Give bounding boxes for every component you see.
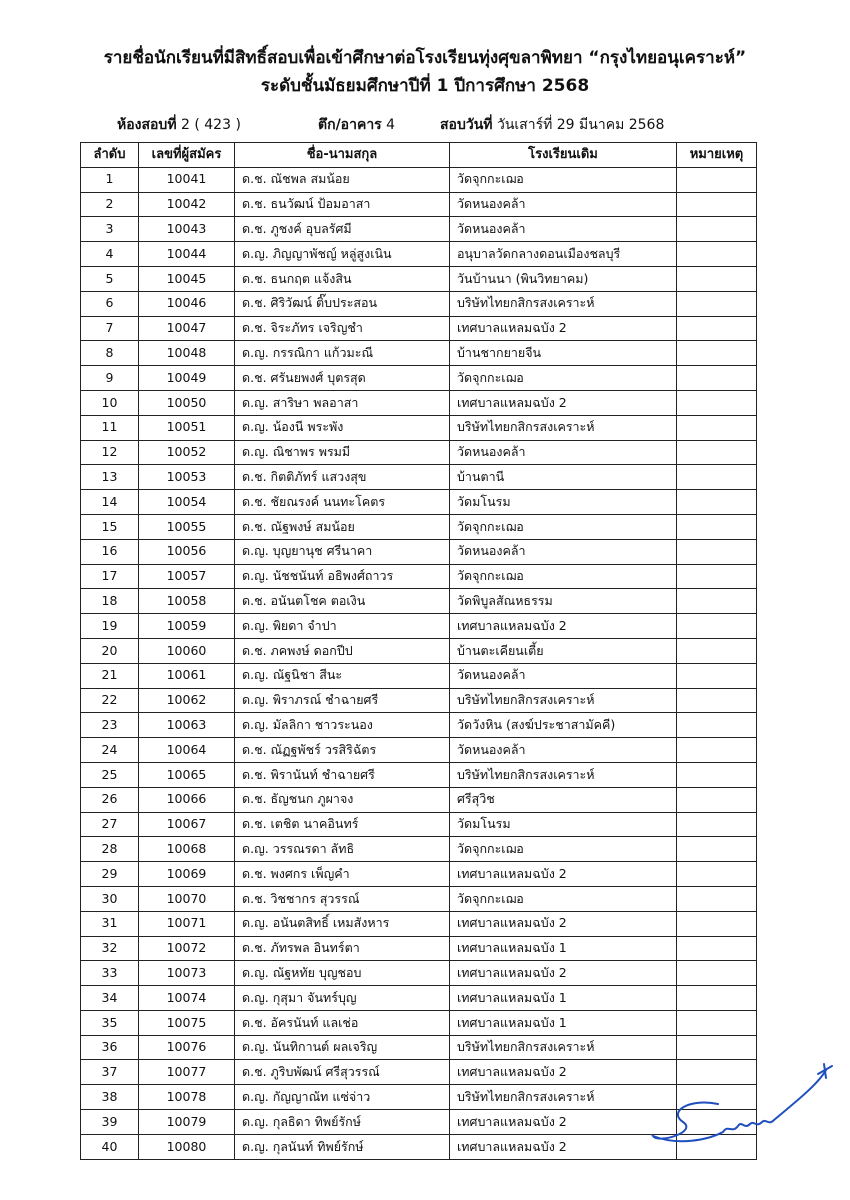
cell-full-name: ด.ญ. กัญญาณัท แซ่จ่าว: [235, 1085, 450, 1110]
table-row: [81, 564, 757, 589]
cell-order: 31: [81, 911, 139, 936]
cell-order: 35: [81, 1010, 139, 1035]
cell-remarks: [677, 936, 757, 961]
cell-full-name: ด.ช. ศรันยพงศ์ บุตรสุด: [235, 366, 450, 391]
cell-full-name: ด.ญ. พิยดา จำปา: [235, 614, 450, 639]
exam-room-label: ห้องสอบที่: [117, 117, 177, 133]
cell-remarks: [677, 465, 757, 490]
cell-full-name: ด.ช. ธัญชนก ภูผาจง: [235, 787, 450, 812]
cell-remarks: [677, 316, 757, 341]
cell-previous-school: วัดหนองคล้า: [450, 738, 677, 763]
cell-previous-school: วัดจุกกะเฌอ: [450, 837, 677, 862]
cell-remarks: [677, 862, 757, 887]
cell-previous-school: เทศบาลแหลมฉบัง 2: [450, 1134, 677, 1159]
table-row: [81, 886, 757, 911]
table-row: [81, 713, 757, 738]
cell-remarks: [677, 663, 757, 688]
cell-applicant-id: 10075: [139, 1010, 235, 1035]
cell-order: 34: [81, 986, 139, 1011]
cell-full-name: ด.ช. กิตติภัทร์ แสวงสุข: [235, 465, 450, 490]
cell-order: 7: [81, 316, 139, 341]
cell-full-name: ด.ช. วิชชากร สุวรรณ์: [235, 886, 450, 911]
cell-order: 17: [81, 564, 139, 589]
cell-remarks: [677, 564, 757, 589]
cell-applicant-id: 10071: [139, 911, 235, 936]
cell-applicant-id: 10045: [139, 266, 235, 291]
cell-order: 4: [81, 242, 139, 267]
cell-previous-school: บ้านตานี: [450, 465, 677, 490]
cell-remarks: [677, 366, 757, 391]
exam-building-value: 4: [386, 117, 396, 133]
cell-applicant-id: 10060: [139, 638, 235, 663]
cell-full-name: ด.ช. ภัทรพล อินทร์ตา: [235, 936, 450, 961]
cell-remarks: [677, 986, 757, 1011]
cell-previous-school: เทศบาลแหลมฉบัง 2: [450, 1060, 677, 1085]
table-row: [81, 490, 757, 515]
cell-remarks: [677, 837, 757, 862]
cell-remarks: [677, 911, 757, 936]
cell-applicant-id: 10061: [139, 663, 235, 688]
cell-order: 32: [81, 936, 139, 961]
cell-applicant-id: 10043: [139, 217, 235, 242]
cell-full-name: ด.ญ. สาริษา พลอาสา: [235, 390, 450, 415]
cell-remarks: [677, 167, 757, 192]
cell-applicant-id: 10052: [139, 440, 235, 465]
cell-order: 16: [81, 539, 139, 564]
cell-previous-school: วัดวังหิน (สงฆ์ประชาสามัคคี): [450, 713, 677, 738]
cell-applicant-id: 10055: [139, 514, 235, 539]
exam-room: [117, 114, 241, 136]
table-row: [81, 440, 757, 465]
cell-order: 9: [81, 366, 139, 391]
cell-full-name: ด.ญ. น้องนี พระพัง: [235, 415, 450, 440]
table-row: [81, 911, 757, 936]
cell-previous-school: บริษัทไทยกสิกรสงเคราะห์: [450, 415, 677, 440]
cell-order: 24: [81, 738, 139, 763]
cell-full-name: ด.ช. จิระภัทร เจริญชำ: [235, 316, 450, 341]
cell-previous-school: เทศบาลแหลมฉบัง 2: [450, 911, 677, 936]
cell-previous-school: บริษัทไทยกสิกรสงเคราะห์: [450, 1085, 677, 1110]
cell-previous-school: วัดจุกกะเฌอ: [450, 886, 677, 911]
table-row: [81, 266, 757, 291]
cell-applicant-id: 10057: [139, 564, 235, 589]
cell-remarks: [677, 738, 757, 763]
cell-full-name: ด.ช. พงศกร เพ็ญคำ: [235, 862, 450, 887]
cell-previous-school: บ้านตะเคียนเตี้ย: [450, 638, 677, 663]
exam-room-value: 2 ( 423 ): [181, 117, 241, 133]
cell-order: 38: [81, 1085, 139, 1110]
cell-full-name: ด.ญ. วรรณรดา ลัทธิ: [235, 837, 450, 862]
cell-full-name: ด.ช. อนันตโชค ตอเงิน: [235, 589, 450, 614]
cell-applicant-id: 10063: [139, 713, 235, 738]
cell-applicant-id: 10044: [139, 242, 235, 267]
cell-remarks: [677, 589, 757, 614]
cell-remarks: [677, 688, 757, 713]
cell-full-name: ด.ญ. พิราภรณ์ ชำฉายศรี: [235, 688, 450, 713]
cell-previous-school: เทศบาลแหลมฉบัง 2: [450, 614, 677, 639]
table-row: [81, 390, 757, 415]
cell-remarks: [677, 217, 757, 242]
cell-previous-school: วัดหนองคล้า: [450, 440, 677, 465]
cell-full-name: ด.ช. ณัฐพงษ์ สมน้อย: [235, 514, 450, 539]
cell-order: 26: [81, 787, 139, 812]
header-applicant-id: เลขที่ผู้สมัคร: [139, 143, 235, 168]
exam-date: [440, 114, 664, 136]
cell-remarks: [677, 341, 757, 366]
cell-remarks: [677, 539, 757, 564]
cell-order: 2: [81, 192, 139, 217]
cell-order: 8: [81, 341, 139, 366]
cell-full-name: ด.ช. พิรานันท์ ชำฉายศรี: [235, 762, 450, 787]
cell-previous-school: เทศบาลแหลมฉบัง 1: [450, 936, 677, 961]
table-row: [81, 762, 757, 787]
cell-full-name: ด.ช. ภูชงค์ อุบลรัศมี: [235, 217, 450, 242]
cell-full-name: ด.ช. ธนวัฒน์ ป้อมอาสา: [235, 192, 450, 217]
table-row: [81, 663, 757, 688]
cell-previous-school: บริษัทไทยกสิกรสงเคราะห์: [450, 1035, 677, 1060]
cell-order: 25: [81, 762, 139, 787]
cell-order: 12: [81, 440, 139, 465]
table-row: [81, 614, 757, 639]
cell-full-name: ด.ญ. นัชชนันท์ อธิพงศ์ถาวร: [235, 564, 450, 589]
cell-remarks: [677, 961, 757, 986]
cell-previous-school: วัดพิบูลสัณหธรรม: [450, 589, 677, 614]
cell-previous-school: วัดจุกกะเฌอ: [450, 514, 677, 539]
table-row: [81, 539, 757, 564]
cell-applicant-id: 10059: [139, 614, 235, 639]
cell-applicant-id: 10062: [139, 688, 235, 713]
cell-previous-school: วัดจุกกะเฌอ: [450, 167, 677, 192]
cell-remarks: [677, 638, 757, 663]
cell-full-name: ด.ช. ธนกฤต แจ้งสิน: [235, 266, 450, 291]
document-subtitle: ระดับชั้นมัธยมศึกษาปีที่ 1 ปีการศึกษา 2568: [260, 76, 590, 96]
cell-remarks: [677, 440, 757, 465]
cell-applicant-id: 10074: [139, 986, 235, 1011]
table-row: [81, 217, 757, 242]
cell-full-name: ด.ญ. อนันตสิทธิ์ เหมสังหาร: [235, 911, 450, 936]
cell-applicant-id: 10046: [139, 291, 235, 316]
cell-remarks: [677, 787, 757, 812]
cell-order: 14: [81, 490, 139, 515]
cell-previous-school: บริษัทไทยกสิกรสงเคราะห์: [450, 688, 677, 713]
cell-previous-school: บ้านชากยายจีน: [450, 341, 677, 366]
cell-applicant-id: 10054: [139, 490, 235, 515]
table-row: [81, 986, 757, 1011]
cell-order: 39: [81, 1110, 139, 1135]
cell-order: 15: [81, 514, 139, 539]
cell-order: 6: [81, 291, 139, 316]
cell-remarks: [677, 1010, 757, 1035]
header-order: ลำดับ: [81, 143, 139, 168]
cell-applicant-id: 10065: [139, 762, 235, 787]
cell-applicant-id: 10048: [139, 341, 235, 366]
table-row: [81, 291, 757, 316]
table-row: [81, 192, 757, 217]
table-row: [81, 787, 757, 812]
cell-full-name: ด.ญ. กุสุมา จันทร์บุญ: [235, 986, 450, 1011]
cell-remarks: [677, 266, 757, 291]
cell-previous-school: วันบ้านนา (พินวิทยาคม): [450, 266, 677, 291]
document-title: รายชื่อนักเรียนที่มีสิทธิ์สอบเพื่อเข้าศึกษาต่อโรงเรียนทุ่งศุขลาพิทยา “กรุงไทยอนุเคราะห์”: [103, 48, 747, 68]
cell-order: 40: [81, 1134, 139, 1159]
cell-applicant-id: 10070: [139, 886, 235, 911]
cell-full-name: ด.ญ. กุลธิดา ทิพย์รักษ์: [235, 1110, 450, 1135]
cell-full-name: ด.ช. เตชิต นาคอินทร์: [235, 812, 450, 837]
cell-order: 19: [81, 614, 139, 639]
table-row: [81, 862, 757, 887]
header-remarks: หมายเหตุ: [677, 143, 757, 168]
cell-remarks: [677, 886, 757, 911]
cell-full-name: ด.ญ. กรรณิกา แก้วมะณี: [235, 341, 450, 366]
table-header-row: [81, 143, 757, 168]
cell-previous-school: เทศบาลแหลมฉบัง 1: [450, 986, 677, 1011]
cell-full-name: ด.ช. ณัชพล สมน้อย: [235, 167, 450, 192]
cell-full-name: ด.ช. ภคพงษ์ ดอกปีป: [235, 638, 450, 663]
table-row: [81, 1010, 757, 1035]
cell-remarks: [677, 390, 757, 415]
cell-remarks: [677, 242, 757, 267]
cell-applicant-id: 10077: [139, 1060, 235, 1085]
cell-order: 27: [81, 812, 139, 837]
cell-full-name: ด.ช. ศิริวัฒน์ ติ๊บประสอน: [235, 291, 450, 316]
cell-order: 20: [81, 638, 139, 663]
cell-applicant-id: 10049: [139, 366, 235, 391]
exam-date-value: วันเสาร์ที่ 29 มีนาคม 2568: [496, 117, 665, 133]
cell-full-name: ด.ช. อัครนันท์ แลเช่อ: [235, 1010, 450, 1035]
cell-previous-school: เทศบาลแหลมฉบัง 2: [450, 862, 677, 887]
cell-previous-school: วัดมโนรม: [450, 812, 677, 837]
exam-date-label: สอบวันที่: [440, 117, 493, 133]
cell-applicant-id: 10042: [139, 192, 235, 217]
table-row: [81, 316, 757, 341]
cell-previous-school: ศรีสุวิช: [450, 787, 677, 812]
cell-previous-school: เทศบาลแหลมฉบัง 2: [450, 390, 677, 415]
cell-applicant-id: 10072: [139, 936, 235, 961]
cell-order: 3: [81, 217, 139, 242]
cell-applicant-id: 10068: [139, 837, 235, 862]
cell-applicant-id: 10058: [139, 589, 235, 614]
cell-full-name: ด.ญ. กุลนันท์ ทิพย์รักษ์: [235, 1134, 450, 1159]
cell-previous-school: บริษัทไทยกสิกรสงเคราะห์: [450, 291, 677, 316]
cell-remarks: [677, 415, 757, 440]
signature: [648, 1062, 838, 1162]
cell-order: 11: [81, 415, 139, 440]
cell-applicant-id: 10076: [139, 1035, 235, 1060]
cell-applicant-id: 10050: [139, 390, 235, 415]
table-row: [81, 167, 757, 192]
cell-previous-school: อนุบาลวัดกลางดอนเมืองชลบุรี: [450, 242, 677, 267]
cell-applicant-id: 10066: [139, 787, 235, 812]
cell-applicant-id: 10051: [139, 415, 235, 440]
cell-remarks: [677, 490, 757, 515]
cell-remarks: [677, 192, 757, 217]
cell-applicant-id: 10053: [139, 465, 235, 490]
cell-previous-school: วัดจุกกะเฌอ: [450, 564, 677, 589]
cell-full-name: ด.ช. ณัฏฐพัชร์ วรสิริฉัตร: [235, 738, 450, 763]
student-table: [80, 142, 757, 1160]
cell-order: 18: [81, 589, 139, 614]
table-row: [81, 688, 757, 713]
cell-applicant-id: 10078: [139, 1085, 235, 1110]
table-row: [81, 936, 757, 961]
cell-previous-school: วัดมโนรม: [450, 490, 677, 515]
cell-previous-school: วัดจุกกะเฌอ: [450, 366, 677, 391]
header-full-name: ชื่อ-นามสกุล: [235, 143, 450, 168]
cell-full-name: ด.ญ. ภิญญาพัชญ์ หลู่สูงเนิน: [235, 242, 450, 267]
header-previous-school: โรงเรียนเดิม: [450, 143, 677, 168]
cell-full-name: ด.ช. ภูริบพัฒน์ ศรีสุวรรณ์: [235, 1060, 450, 1085]
cell-previous-school: เทศบาลแหลมฉบัง 1: [450, 1010, 677, 1035]
cell-remarks: [677, 762, 757, 787]
cell-order: 21: [81, 663, 139, 688]
signature-mark: [818, 1064, 832, 1078]
cell-remarks: [677, 1035, 757, 1060]
cell-remarks: [677, 514, 757, 539]
cell-order: 1: [81, 167, 139, 192]
cell-order: 10: [81, 390, 139, 415]
table-row: [81, 415, 757, 440]
cell-remarks: [677, 614, 757, 639]
cell-order: 5: [81, 266, 139, 291]
cell-order: 23: [81, 713, 139, 738]
cell-applicant-id: 10069: [139, 862, 235, 887]
cell-previous-school: วัดหนองคล้า: [450, 663, 677, 688]
cell-order: 13: [81, 465, 139, 490]
cell-order: 36: [81, 1035, 139, 1060]
cell-order: 29: [81, 862, 139, 887]
cell-previous-school: วัดหนองคล้า: [450, 539, 677, 564]
cell-full-name: ด.ช. ชัยณรงค์ นนทะโคตร: [235, 490, 450, 515]
cell-order: 22: [81, 688, 139, 713]
cell-full-name: ด.ญ. ณัฐหทัย บุญชอบ: [235, 961, 450, 986]
cell-previous-school: เทศบาลแหลมฉบัง 2: [450, 1110, 677, 1135]
table-row: [81, 514, 757, 539]
cell-applicant-id: 10047: [139, 316, 235, 341]
cell-full-name: ด.ญ. ณัฐนิชา สีนะ: [235, 663, 450, 688]
cell-applicant-id: 10080: [139, 1134, 235, 1159]
cell-full-name: ด.ญ. บุญยานุช ศรีนาคา: [235, 539, 450, 564]
table-row: [81, 812, 757, 837]
cell-applicant-id: 10073: [139, 961, 235, 986]
cell-remarks: [677, 713, 757, 738]
cell-applicant-id: 10056: [139, 539, 235, 564]
cell-applicant-id: 10079: [139, 1110, 235, 1135]
cell-previous-school: เทศบาลแหลมฉบัง 2: [450, 961, 677, 986]
table-row: [81, 738, 757, 763]
cell-previous-school: เทศบาลแหลมฉบัง 2: [450, 316, 677, 341]
cell-full-name: ด.ญ. ณิชาพร พรมมี: [235, 440, 450, 465]
cell-order: 30: [81, 886, 139, 911]
table-row: [81, 837, 757, 862]
cell-previous-school: บริษัทไทยกสิกรสงเคราะห์: [450, 762, 677, 787]
cell-remarks: [677, 812, 757, 837]
table-row: [81, 1035, 757, 1060]
table-row: [81, 638, 757, 663]
cell-full-name: ด.ญ. นันทิกานต์ ผลเจริญ: [235, 1035, 450, 1060]
cell-order: 33: [81, 961, 139, 986]
table-row: [81, 465, 757, 490]
signature-stroke: [653, 1070, 826, 1141]
exam-building: [318, 114, 395, 136]
cell-previous-school: วัดหนองคล้า: [450, 217, 677, 242]
cell-applicant-id: 10067: [139, 812, 235, 837]
table-row: [81, 242, 757, 267]
cell-full-name: ด.ญ. มัลลิกา ชาวระนอง: [235, 713, 450, 738]
cell-previous-school: วัดหนองคล้า: [450, 192, 677, 217]
cell-remarks: [677, 291, 757, 316]
cell-order: 37: [81, 1060, 139, 1085]
cell-applicant-id: 10041: [139, 167, 235, 192]
table-row: [81, 366, 757, 391]
table-row: [81, 589, 757, 614]
exam-building-label: ตึก/อาคาร: [318, 117, 382, 133]
table-row: [81, 341, 757, 366]
cell-order: 28: [81, 837, 139, 862]
cell-applicant-id: 10064: [139, 738, 235, 763]
table-row: [81, 961, 757, 986]
